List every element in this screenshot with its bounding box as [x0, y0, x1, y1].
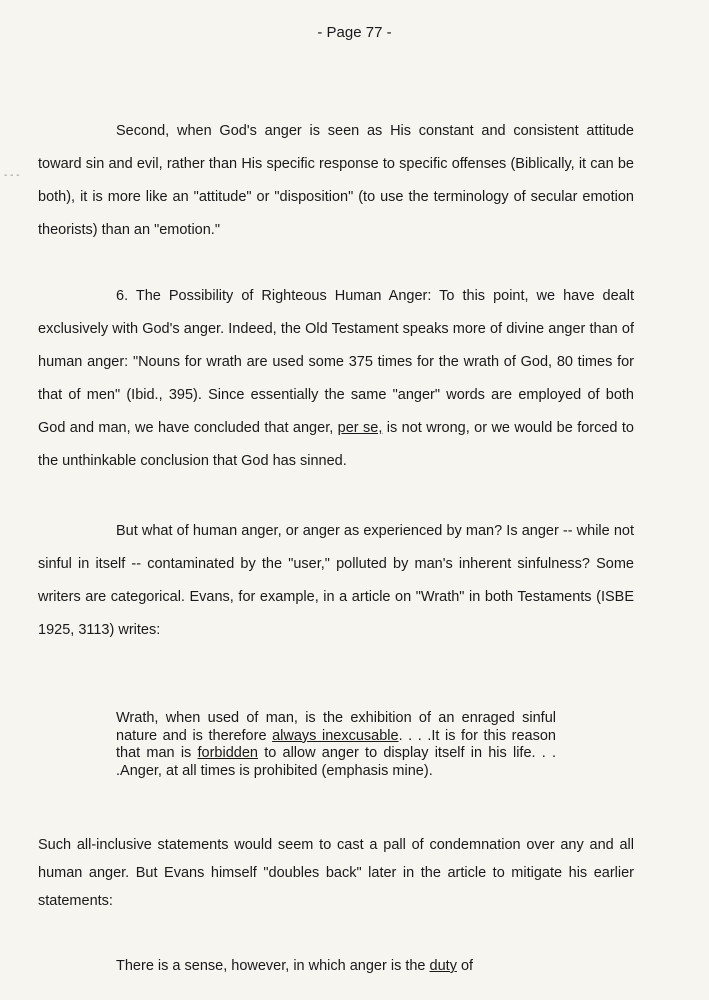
- paragraph-duty: [38, 950, 634, 983]
- paragraph-text: 6. The Possibility of Righteous Human Anger: To this point, we have dealt exclusively with God's anger. Indeed, the Old Testament speaks more of divine anger than of human anger: "Nouns for wrath are used some 375 times for the wrath of God, 80 times for that of men" (Ibid., 395). Since essentially the same "anger" words are employed of both God and man, we have concluded that anger,: [38, 288, 634, 436]
- emphasis-per-se: per se,: [337, 420, 383, 436]
- paragraph-righteous-anger: [38, 280, 634, 478]
- quote-text-a: Wrath, when used of man, is the exhibition of an enraged sinful nature and is therefore: [116, 710, 556, 744]
- paragraph-text-cont: of: [460, 958, 474, 974]
- quote-underline-forbidden: forbidden: [197, 745, 258, 761]
- page-number: - Page 77 -: [317, 24, 392, 41]
- quote-text-b: . . . .It is for this reason that man is: [116, 727, 556, 761]
- paragraph-attitude: Second, when God's anger is seen as His constant and consistent attitude toward sin and evil, rather than His specific response to specific offenses (Biblically, it can be both), it is more like an "attitude" or "disposition" (to use the terminology of secular emotion theorists) than an "emotion.": [38, 123, 634, 238]
- quote-underline-always: always inexcusable: [272, 727, 399, 744]
- paragraph-text: There is a sense, however, in which anger is the: [116, 958, 426, 974]
- paragraph-human-anger: But what of human anger, or anger as experienced by man? Is anger -- while not sinful in itself -- contaminated by the "user," polluted by man's inherent sinfulness? Some writers are categorical. Evans, for example, in a article on "Wrath" in both Testaments (ISBE 1925, 3113) writes:: [38, 523, 634, 638]
- paragraph-text-cont: is not wrong, or we would be forced to the unthinkable conclusion that God has sinned.: [38, 420, 634, 469]
- quote-text-c: to allow anger to display itself in his life. . . .Anger, at all times is prohibited (emphasis mine).: [116, 745, 557, 779]
- block-quote: [116, 710, 556, 780]
- underline-duty: duty: [429, 958, 457, 974]
- margin-mark: - - -: [4, 170, 20, 181]
- paragraph-evans: Such all-inclusive statements would seem to cast a pall of condemnation over any and all human anger. But Evans himself "doubles back" later in the article to mitigate his earlier statements:: [38, 837, 634, 909]
